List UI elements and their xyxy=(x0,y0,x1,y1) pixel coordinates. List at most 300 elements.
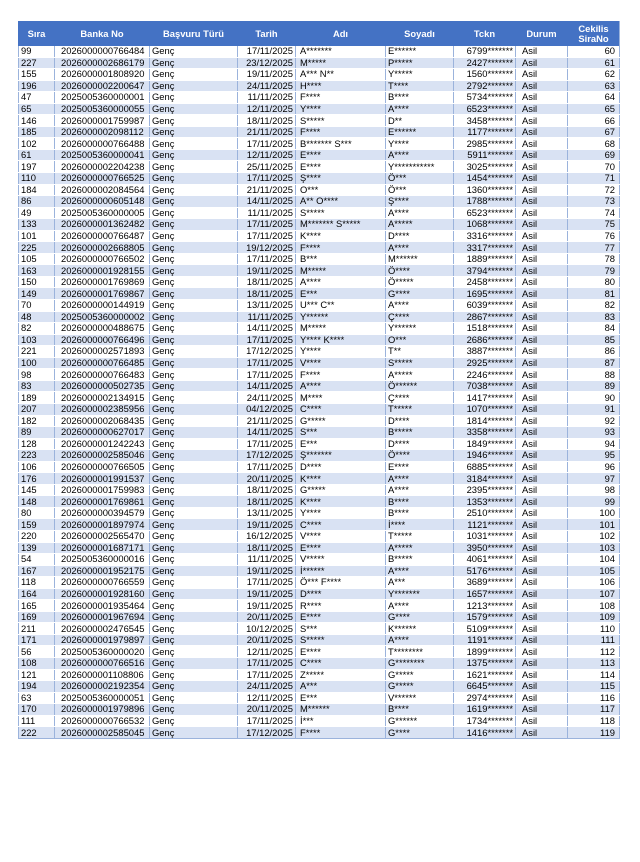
cell-cekilis-sirano: 63 xyxy=(568,80,620,92)
table-body xyxy=(19,46,620,738)
cell-basvuru-turu: Genç xyxy=(150,669,238,681)
cell-soyadi: P***** xyxy=(386,57,454,69)
cell-sira: 167 xyxy=(19,565,55,577)
cell-adi: E**** xyxy=(296,161,386,173)
cell-basvuru-turu: Genç xyxy=(150,46,238,57)
table-row xyxy=(19,126,620,138)
cell-banka-no: 2026000002200647 xyxy=(55,80,150,92)
cell-sira: 222 xyxy=(19,727,55,739)
table-row xyxy=(19,577,620,589)
cell-cekilis-sirano: 87 xyxy=(568,357,620,369)
cell-sira: 47 xyxy=(19,92,55,104)
cell-durum: Asil xyxy=(516,46,568,57)
cell-cekilis-sirano: 76 xyxy=(568,230,620,242)
table-row xyxy=(19,276,620,288)
cell-cekilis-sirano: 78 xyxy=(568,253,620,265)
cell-sira: 189 xyxy=(19,392,55,404)
cell-banka-no: 2026000000627017 xyxy=(55,427,150,439)
table-row xyxy=(19,657,620,669)
table-row xyxy=(19,242,620,254)
cell-basvuru-turu: Genç xyxy=(150,496,238,508)
cell-durum: Asil xyxy=(516,80,568,92)
cell-cekilis-sirano: 112 xyxy=(568,646,620,658)
cell-soyadi: M****** xyxy=(386,253,454,265)
cell-banka-no: 2026000001991537 xyxy=(55,473,150,485)
cell-tckn: 2458******* xyxy=(454,276,516,288)
cell-tarih: 19/11/2025 xyxy=(238,565,296,577)
cell-cekilis-sirano: 68 xyxy=(568,138,620,150)
cell-cekilis-sirano: 60 xyxy=(568,46,620,57)
cell-soyadi: A**** xyxy=(386,242,454,254)
cell-basvuru-turu: Genç xyxy=(150,323,238,335)
cell-tckn: 1788******* xyxy=(454,196,516,208)
cell-banka-no: 2026000001108806 xyxy=(55,669,150,681)
cell-soyadi: Y**** xyxy=(386,138,454,150)
cell-tckn: 1814******* xyxy=(454,415,516,427)
table-row xyxy=(19,565,620,577)
cell-durum: Asil xyxy=(516,288,568,300)
cell-basvuru-turu: Genç xyxy=(150,357,238,369)
cell-banka-no: 2026000002585045 xyxy=(55,727,150,739)
cell-soyadi: A***** xyxy=(386,369,454,381)
cell-cekilis-sirano: 101 xyxy=(568,519,620,531)
cell-basvuru-turu: Genç xyxy=(150,196,238,208)
table-row xyxy=(19,346,620,358)
cell-tarih: 17/11/2025 xyxy=(238,369,296,381)
cell-soyadi: E****** xyxy=(386,46,454,57)
cell-sira: 108 xyxy=(19,657,55,669)
cell-cekilis-sirano: 109 xyxy=(568,611,620,623)
cell-basvuru-turu: Genç xyxy=(150,623,238,635)
cell-basvuru-turu: Genç xyxy=(150,530,238,542)
cell-banka-no: 2026000000766487 xyxy=(55,230,150,242)
cell-banka-no: 2026000002068435 xyxy=(55,415,150,427)
cell-tarih: 18/11/2025 xyxy=(238,288,296,300)
cell-tckn: 6799******* xyxy=(454,46,516,57)
cell-tckn: 1889******* xyxy=(454,253,516,265)
cell-banka-no: 2026000002571893 xyxy=(55,346,150,358)
cell-tckn: 2246******* xyxy=(454,369,516,381)
cell-basvuru-turu: Genç xyxy=(150,727,238,739)
cell-adi: M**** xyxy=(296,392,386,404)
table-row xyxy=(19,334,620,346)
cell-soyadi: G**** xyxy=(386,727,454,739)
cell-soyadi: T******** xyxy=(386,646,454,658)
cell-tckn: 1619******* xyxy=(454,704,516,716)
table-row xyxy=(19,288,620,300)
cell-tarih: 24/11/2025 xyxy=(238,80,296,92)
column-header-soyadi: Soyadı xyxy=(386,21,454,46)
cell-banka-no: 2026000001687171 xyxy=(55,542,150,554)
table-row xyxy=(19,115,620,127)
cell-durum: Asil xyxy=(516,92,568,104)
cell-cekilis-sirano: 94 xyxy=(568,438,620,450)
cell-banka-no: 2026000000766483 xyxy=(55,369,150,381)
cell-tarih: 12/11/2025 xyxy=(238,149,296,161)
cell-cekilis-sirano: 88 xyxy=(568,369,620,381)
cell-adi: S***** xyxy=(296,207,386,219)
cell-basvuru-turu: Genç xyxy=(150,230,238,242)
cell-banka-no: 2026000001935464 xyxy=(55,600,150,612)
cell-tckn: 3316******* xyxy=(454,230,516,242)
cell-cekilis-sirano: 70 xyxy=(568,161,620,173)
cell-basvuru-turu: Genç xyxy=(150,380,238,392)
table-row xyxy=(19,415,620,427)
cell-tarih: 12/11/2025 xyxy=(238,646,296,658)
cell-banka-no: 2025005360000001 xyxy=(55,92,150,104)
cell-tarih: 18/11/2025 xyxy=(238,276,296,288)
cell-tarih: 20/11/2025 xyxy=(238,634,296,646)
cell-durum: Asil xyxy=(516,380,568,392)
cell-cekilis-sirano: 119 xyxy=(568,727,620,739)
cell-soyadi: A**** xyxy=(386,484,454,496)
cell-basvuru-turu: Genç xyxy=(150,300,238,312)
cell-soyadi: G**** xyxy=(386,611,454,623)
cell-durum: Asil xyxy=(516,634,568,646)
cell-sira: 164 xyxy=(19,588,55,600)
cell-sira: 196 xyxy=(19,80,55,92)
cell-tarih: 23/12/2025 xyxy=(238,57,296,69)
cell-banka-no: 2026000001759983 xyxy=(55,484,150,496)
cell-tarih: 24/11/2025 xyxy=(238,392,296,404)
cell-tarih: 04/12/2025 xyxy=(238,403,296,415)
cell-tarih: 17/11/2025 xyxy=(238,669,296,681)
cell-cekilis-sirano: 107 xyxy=(568,588,620,600)
table-row xyxy=(19,519,620,531)
table-row xyxy=(19,403,620,415)
cell-tckn: 1360******* xyxy=(454,184,516,196)
cell-cekilis-sirano: 86 xyxy=(568,346,620,358)
cell-adi: S*** xyxy=(296,427,386,439)
cell-tarih: 14/11/2025 xyxy=(238,427,296,439)
cell-banka-no: 2026000000394579 xyxy=(55,507,150,519)
cell-sira: 89 xyxy=(19,427,55,439)
cell-adi: Ş**** xyxy=(296,173,386,185)
cell-tckn: 3950******* xyxy=(454,542,516,554)
cell-banka-no: 2026000002204238 xyxy=(55,161,150,173)
cell-banka-no: 2025005360000041 xyxy=(55,149,150,161)
table-row xyxy=(19,184,620,196)
cell-sira: 86 xyxy=(19,196,55,208)
cell-banka-no: 2026000001928160 xyxy=(55,588,150,600)
cell-basvuru-turu: Genç xyxy=(150,427,238,439)
table-row xyxy=(19,92,620,104)
cell-sira: 103 xyxy=(19,334,55,346)
cell-durum: Asil xyxy=(516,126,568,138)
cell-soyadi: B**** xyxy=(386,704,454,716)
cell-adi: F**** xyxy=(296,92,386,104)
cell-basvuru-turu: Genç xyxy=(150,288,238,300)
cell-cekilis-sirano: 75 xyxy=(568,219,620,231)
table-row xyxy=(19,219,620,231)
cell-basvuru-turu: Genç xyxy=(150,403,238,415)
cell-durum: Asil xyxy=(516,415,568,427)
table-header xyxy=(19,21,620,46)
cell-durum: Asil xyxy=(516,357,568,369)
cell-soyadi: G***** xyxy=(386,669,454,681)
results-table xyxy=(18,21,620,739)
cell-durum: Asil xyxy=(516,207,568,219)
cell-tckn: 1375******* xyxy=(454,657,516,669)
cell-basvuru-turu: Genç xyxy=(150,92,238,104)
cell-basvuru-turu: Genç xyxy=(150,715,238,727)
cell-banka-no: 2026000002098112 xyxy=(55,126,150,138)
table-row xyxy=(19,507,620,519)
cell-banka-no: 2026000001979896 xyxy=(55,704,150,716)
cell-tckn: 1518******* xyxy=(454,323,516,335)
cell-durum: Asil xyxy=(516,496,568,508)
cell-tarih: 18/11/2025 xyxy=(238,115,296,127)
cell-soyadi: Ç**** xyxy=(386,392,454,404)
cell-sira: 49 xyxy=(19,207,55,219)
cell-sira: 83 xyxy=(19,380,55,392)
cell-tarih: 25/11/2025 xyxy=(238,161,296,173)
cell-banka-no: 2026000000766559 xyxy=(55,577,150,589)
cell-banka-no: 2026000002385956 xyxy=(55,403,150,415)
cell-soyadi: Ş**** xyxy=(386,196,454,208)
cell-tckn: 3358******* xyxy=(454,427,516,439)
cell-sira: 170 xyxy=(19,704,55,716)
cell-sira: 149 xyxy=(19,288,55,300)
cell-sira: 225 xyxy=(19,242,55,254)
cell-tckn: 2925******* xyxy=(454,357,516,369)
cell-tckn: 3184******* xyxy=(454,473,516,485)
cell-soyadi: B**** xyxy=(386,507,454,519)
cell-tckn: 1899******* xyxy=(454,646,516,658)
cell-cekilis-sirano: 102 xyxy=(568,530,620,542)
cell-sira: 150 xyxy=(19,276,55,288)
cell-adi: A**** xyxy=(296,276,386,288)
cell-cekilis-sirano: 100 xyxy=(568,507,620,519)
cell-sira: 148 xyxy=(19,496,55,508)
cell-adi: E**** xyxy=(296,646,386,658)
cell-tckn: 1213******* xyxy=(454,600,516,612)
cell-soyadi: V****** xyxy=(386,692,454,704)
cell-durum: Asil xyxy=(516,669,568,681)
cell-durum: Asil xyxy=(516,149,568,161)
cell-soyadi: B**** xyxy=(386,496,454,508)
cell-basvuru-turu: Genç xyxy=(150,507,238,519)
table-row xyxy=(19,715,620,727)
cell-sira: 194 xyxy=(19,681,55,693)
cell-durum: Asil xyxy=(516,57,568,69)
cell-basvuru-turu: Genç xyxy=(150,103,238,115)
cell-adi: Ş******* xyxy=(296,450,386,462)
cell-adi: C**** xyxy=(296,403,386,415)
cell-adi: H**** xyxy=(296,80,386,92)
cell-tckn: 1068******* xyxy=(454,219,516,231)
cell-sira: 185 xyxy=(19,126,55,138)
cell-soyadi: Ö***** xyxy=(386,276,454,288)
cell-basvuru-turu: Genç xyxy=(150,461,238,473)
table-row xyxy=(19,196,620,208)
cell-tckn: 2395******* xyxy=(454,484,516,496)
cell-soyadi: A**** xyxy=(386,634,454,646)
cell-durum: Asil xyxy=(516,173,568,185)
cell-tckn: 6645******* xyxy=(454,681,516,693)
cell-durum: Asil xyxy=(516,588,568,600)
cell-cekilis-sirano: 66 xyxy=(568,115,620,127)
cell-sira: 184 xyxy=(19,184,55,196)
cell-tarih: 14/11/2025 xyxy=(238,196,296,208)
cell-adi: S***** xyxy=(296,115,386,127)
cell-cekilis-sirano: 84 xyxy=(568,323,620,335)
cell-tarih: 17/12/2025 xyxy=(238,727,296,739)
cell-basvuru-turu: Genç xyxy=(150,57,238,69)
cell-durum: Asil xyxy=(516,473,568,485)
cell-durum: Asil xyxy=(516,230,568,242)
cell-cekilis-sirano: 116 xyxy=(568,692,620,704)
table-row xyxy=(19,588,620,600)
cell-durum: Asil xyxy=(516,438,568,450)
cell-basvuru-turu: Genç xyxy=(150,334,238,346)
cell-soyadi: T***** xyxy=(386,530,454,542)
cell-banka-no: 2026000000502735 xyxy=(55,380,150,392)
cell-sira: 163 xyxy=(19,265,55,277)
cell-durum: Asil xyxy=(516,323,568,335)
cell-cekilis-sirano: 79 xyxy=(568,265,620,277)
table-row xyxy=(19,311,620,323)
cell-durum: Asil xyxy=(516,623,568,635)
cell-tarih: 11/11/2025 xyxy=(238,207,296,219)
cell-tckn: 2686******* xyxy=(454,334,516,346)
cell-sira: 106 xyxy=(19,461,55,473)
cell-basvuru-turu: Genç xyxy=(150,657,238,669)
cell-durum: Asil xyxy=(516,611,568,623)
table-row xyxy=(19,427,620,439)
cell-banka-no: 2026000001808920 xyxy=(55,69,150,81)
cell-basvuru-turu: Genç xyxy=(150,473,238,485)
cell-basvuru-turu: Genç xyxy=(150,242,238,254)
cell-basvuru-turu: Genç xyxy=(150,438,238,450)
table-row xyxy=(19,253,620,265)
cell-banka-no: 2026000002686179 xyxy=(55,57,150,69)
cell-durum: Asil xyxy=(516,519,568,531)
table-row xyxy=(19,57,620,69)
cell-sira: 155 xyxy=(19,69,55,81)
cell-durum: Asil xyxy=(516,565,568,577)
table-row xyxy=(19,300,620,312)
cell-basvuru-turu: Genç xyxy=(150,138,238,150)
cell-durum: Asil xyxy=(516,600,568,612)
cell-tarih: 20/11/2025 xyxy=(238,473,296,485)
cell-banka-no: 2026000000766532 xyxy=(55,715,150,727)
column-header-cekilis-line2: SiraNo xyxy=(578,32,609,44)
cell-soyadi: S***** xyxy=(386,357,454,369)
cell-basvuru-turu: Genç xyxy=(150,704,238,716)
cell-durum: Asil xyxy=(516,242,568,254)
cell-cekilis-sirano: 93 xyxy=(568,427,620,439)
cell-adi: A*** N** xyxy=(296,69,386,81)
cell-tckn: 5911******* xyxy=(454,149,516,161)
table-row xyxy=(19,265,620,277)
cell-tckn: 5176******* xyxy=(454,565,516,577)
table-row xyxy=(19,380,620,392)
cell-cekilis-sirano: 90 xyxy=(568,392,620,404)
cell-tarih: 17/11/2025 xyxy=(238,138,296,150)
cell-tckn: 2792******* xyxy=(454,80,516,92)
cell-sira: 223 xyxy=(19,450,55,462)
cell-tarih: 17/11/2025 xyxy=(238,173,296,185)
cell-basvuru-turu: Genç xyxy=(150,450,238,462)
cell-tckn: 1353******* xyxy=(454,496,516,508)
cell-adi: Z***** xyxy=(296,669,386,681)
cell-banka-no: 2026000002084564 xyxy=(55,184,150,196)
cell-tckn: 1560******* xyxy=(454,69,516,81)
cell-soyadi: Ö**** xyxy=(386,265,454,277)
cell-soyadi: B***** xyxy=(386,554,454,566)
cell-soyadi: Ö*** xyxy=(386,173,454,185)
cell-tarih: 20/11/2025 xyxy=(238,704,296,716)
cell-adi: K**** xyxy=(296,496,386,508)
cell-durum: Asil xyxy=(516,369,568,381)
table-row xyxy=(19,704,620,716)
cell-durum: Asil xyxy=(516,334,568,346)
cell-soyadi: Y*********** xyxy=(386,161,454,173)
cell-banka-no: 2026000000766485 xyxy=(55,357,150,369)
cell-banka-no: 2025005360000016 xyxy=(55,554,150,566)
cell-tarih: 18/11/2025 xyxy=(238,542,296,554)
cell-tarih: 17/12/2025 xyxy=(238,450,296,462)
cell-adi: D**** xyxy=(296,461,386,473)
cell-soyadi: A**** xyxy=(386,600,454,612)
cell-adi: E**** xyxy=(296,542,386,554)
cell-soyadi: Ç**** xyxy=(386,311,454,323)
cell-banka-no: 2025005360000020 xyxy=(55,646,150,658)
cell-sira: 139 xyxy=(19,542,55,554)
cell-soyadi: A**** xyxy=(386,300,454,312)
cell-cekilis-sirano: 83 xyxy=(568,311,620,323)
cell-basvuru-turu: Genç xyxy=(150,611,238,623)
cell-cekilis-sirano: 114 xyxy=(568,669,620,681)
cell-tckn: 1657******* xyxy=(454,588,516,600)
cell-durum: Asil xyxy=(516,161,568,173)
cell-soyadi: A***** xyxy=(386,542,454,554)
cell-tarih: 11/11/2025 xyxy=(238,92,296,104)
cell-basvuru-turu: Genç xyxy=(150,681,238,693)
cell-tarih: 21/11/2025 xyxy=(238,184,296,196)
cell-sira: 111 xyxy=(19,715,55,727)
cell-tckn: 3025******* xyxy=(454,161,516,173)
cell-banka-no: 2026000002585046 xyxy=(55,450,150,462)
column-header-tckn: Tckn xyxy=(454,21,516,46)
cell-durum: Asil xyxy=(516,554,568,566)
cell-sira: 100 xyxy=(19,357,55,369)
cell-tarih: 17/11/2025 xyxy=(238,438,296,450)
cell-durum: Asil xyxy=(516,427,568,439)
cell-cekilis-sirano: 113 xyxy=(568,657,620,669)
cell-banka-no: 2026000000766505 xyxy=(55,461,150,473)
table-row xyxy=(19,600,620,612)
cell-banka-no: 2026000000766484 xyxy=(55,46,150,57)
cell-tckn: 1695******* xyxy=(454,288,516,300)
cell-cekilis-sirano: 77 xyxy=(568,242,620,254)
cell-banka-no: 2026000002668805 xyxy=(55,242,150,254)
cell-sira: 197 xyxy=(19,161,55,173)
cell-soyadi: G***** xyxy=(386,681,454,693)
cell-adi: Ö*** F**** xyxy=(296,577,386,589)
cell-basvuru-turu: Genç xyxy=(150,184,238,196)
cell-cekilis-sirano: 72 xyxy=(568,184,620,196)
cell-basvuru-turu: Genç xyxy=(150,265,238,277)
cell-soyadi: O*** xyxy=(386,334,454,346)
cell-soyadi: A**** xyxy=(386,565,454,577)
cell-durum: Asil xyxy=(516,646,568,658)
table-row xyxy=(19,149,620,161)
cell-adi: F**** xyxy=(296,126,386,138)
cell-tarih: 11/11/2025 xyxy=(238,554,296,566)
cell-cekilis-sirano: 64 xyxy=(568,92,620,104)
